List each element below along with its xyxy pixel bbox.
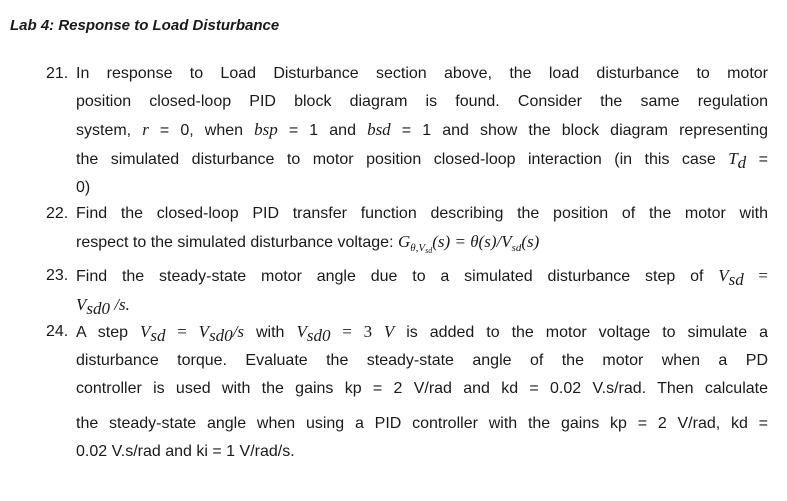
question-text-line: the simulated disturbance to motor position closed-loop interaction (in this case $T_d$ = bbox=[76, 149, 768, 172]
question-21 bbox=[46, 60, 768, 202]
question-text-line: the steady-state angle when using a PID controller with the gains kp = 2 V/rad, kd = bbox=[76, 415, 768, 432]
question-text-line: In response to Load Disturbance section above, the load disturbance to motor bbox=[76, 65, 768, 82]
question-number: 24. bbox=[46, 323, 69, 340]
question-23 bbox=[46, 262, 768, 320]
question-text-line: 0) bbox=[76, 179, 91, 196]
question-text-line: Find the closed-loop PID transfer function describing the position of the motor with bbox=[76, 205, 768, 222]
question-24-continued bbox=[76, 410, 768, 466]
question-number: 23. bbox=[46, 267, 69, 284]
question-text-line: disturbance torque. Evaluate the steady-state angle of the motor when a PD bbox=[76, 352, 768, 369]
question-text-line: position closed-loop PID block diagram is found. Consider the same regulation bbox=[76, 93, 768, 110]
question-text-line: system, r = 0, when bsp = 1 and bsd = 1 and show the block diagram representing bbox=[76, 120, 769, 139]
question-text-line: Find the steady-state motor angle due to a simulated disturbance step of $V_{sd}$ = bbox=[76, 266, 769, 289]
page-title: Lab 4: Response to Load Disturbance bbox=[10, 17, 280, 34]
question-text-line: 0.02 V.s/rad and ki = 1 V/rad/s. bbox=[76, 443, 295, 460]
question-text-line: controller is used with the gains kp = 2 V/rad and kd = 0.02 V.s/rad. Then calculate bbox=[76, 380, 768, 397]
question-number: 21. bbox=[46, 65, 69, 82]
question-22 bbox=[46, 200, 768, 257]
question-text-line: $V_{sd0}$ /s. bbox=[76, 295, 130, 318]
question-text-line: A step $V_{sd} = V_{sd0}/s$ with $V_{sd0} = 3$ V is added to the motor voltage to simulate a bbox=[76, 322, 769, 345]
question-24 bbox=[46, 318, 768, 403]
question-text-line: respect to the simulated disturbance voltage: $G_{\theta,V_{sd}}(s) = \theta(s)/V_{sd}(s)$ bbox=[76, 232, 540, 255]
question-number: 22. bbox=[46, 205, 69, 222]
transfer-function-formula: $G_{\theta,V_{sd}}(s) = \theta(s)/V_{sd}(s)$ bbox=[397, 232, 540, 255]
